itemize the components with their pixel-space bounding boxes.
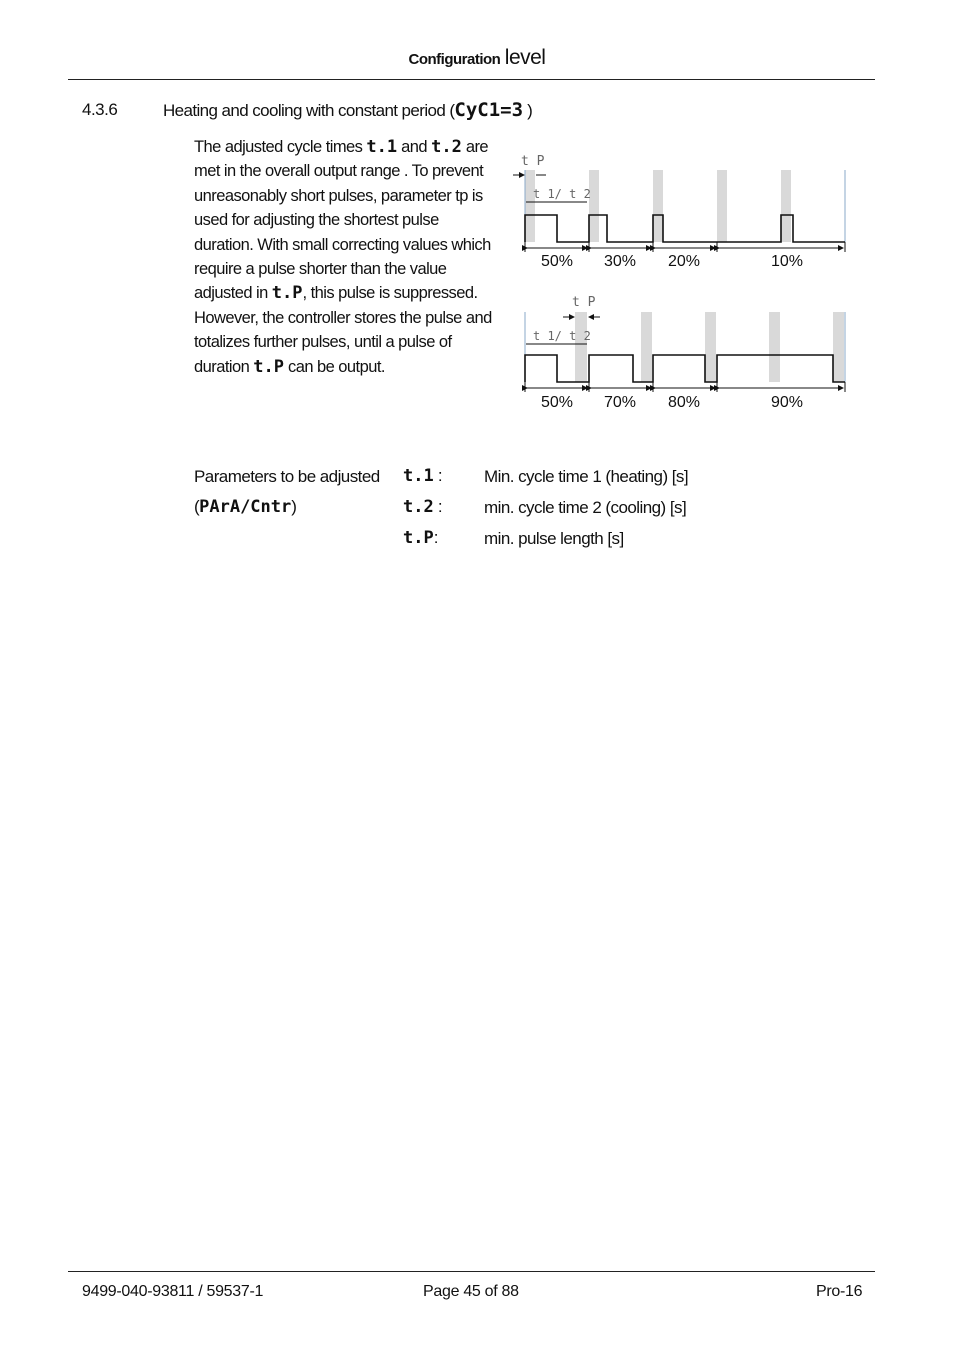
header-rule — [68, 79, 875, 80]
bottom-percentage: 90% — [770, 394, 804, 411]
bottom-percentage: 80% — [667, 394, 701, 411]
param-code: t.2 — [403, 497, 434, 517]
section-title-prefix: Heating and cooling with constant period ( — [163, 101, 455, 120]
page-header-title — [0, 46, 954, 70]
top-pulse-chart — [513, 154, 845, 270]
label-tp: t P — [521, 154, 545, 169]
shade-bar — [525, 170, 535, 242]
shade-bar — [653, 170, 663, 242]
shade-bar — [575, 312, 587, 382]
footer-product: Pro-16 — [816, 1283, 863, 1300]
param-code-row — [403, 528, 438, 548]
params-group — [194, 497, 296, 517]
body-text-3: are met in the overall output range . To prevent unreasonably short pulses, parameter tp is used for adjusting the shortest pulse duration. With small correcting values which require a pulse shorter than the value adjusted in — [194, 138, 491, 303]
param-sep: : — [433, 528, 438, 547]
param-code-row — [403, 497, 442, 517]
param-code: t.1 — [403, 466, 434, 486]
top-percentage: 30% — [603, 253, 637, 270]
shade-bar — [781, 170, 791, 242]
section-number: 4.3.6 — [82, 100, 118, 119]
code-t2: t.2 — [431, 137, 462, 157]
shade-bar — [705, 312, 716, 382]
section-title — [163, 99, 532, 121]
label-tp: t P — [572, 295, 596, 310]
body-text-2: and — [397, 138, 432, 156]
body-paragraph — [194, 135, 494, 379]
header-bold: Configuration — [408, 51, 501, 68]
param-sep: : — [433, 497, 443, 516]
period-arrows — [525, 242, 845, 252]
bottom-percentage: 70% — [603, 394, 637, 411]
section-title-suffix: ) — [523, 101, 533, 120]
param-code-row — [403, 466, 442, 486]
bottom-percentage: 50% — [540, 394, 574, 411]
param-sep: : — [433, 466, 443, 485]
shade-bar — [769, 312, 780, 382]
top-percentage: 20% — [667, 253, 701, 270]
code-tp-2: t.P — [253, 356, 284, 377]
param-description: min. pulse length [s] — [484, 529, 624, 548]
shade-bar — [833, 312, 844, 382]
period-arrows — [525, 382, 845, 392]
pulse-signal — [525, 355, 845, 382]
shade-bar — [717, 170, 727, 242]
body-text-1: The adjusted cycle times — [194, 138, 367, 156]
param-description: Min. cycle time 1 (heating) [s] — [484, 467, 689, 486]
pulse-signal — [525, 215, 845, 242]
header-normal: level — [504, 46, 546, 69]
bottom-pulse-chart — [525, 295, 845, 411]
params-group-code: PArA/Cntr — [199, 497, 292, 517]
footer-rule — [68, 1271, 875, 1272]
param-code: t.P — [403, 528, 434, 548]
top-percentage: 50% — [540, 253, 574, 270]
shade-bar — [589, 170, 599, 242]
label-t1t2: t 1/ t 2 — [533, 329, 591, 343]
pulse-diagram — [508, 146, 853, 414]
footer-doc-number: 9499-040-93811 / 59537-1 — [82, 1283, 264, 1300]
body-text-5: can be output. — [283, 357, 385, 376]
params-group-open: ( — [194, 497, 200, 516]
shade-bar — [641, 312, 652, 382]
top-percentage: 10% — [770, 253, 804, 270]
footer-page: Page 45 of 88 — [423, 1283, 519, 1300]
code-tp: t.P — [271, 283, 303, 304]
params-heading: Parameters to be adjusted — [194, 467, 380, 486]
body-text-4: , this pulse is suppressed. However, the controller stores the pulse and totalizes further pulses, until a pulse of duration — [194, 284, 492, 376]
params-group-close: ) — [291, 497, 297, 516]
label-t1t2: t 1/ t 2 — [533, 187, 591, 201]
section-title-code: CyC1=3 — [454, 99, 524, 121]
param-description: min. cycle time 2 (cooling) [s] — [484, 498, 687, 517]
code-t1: t.1 — [366, 137, 398, 157]
